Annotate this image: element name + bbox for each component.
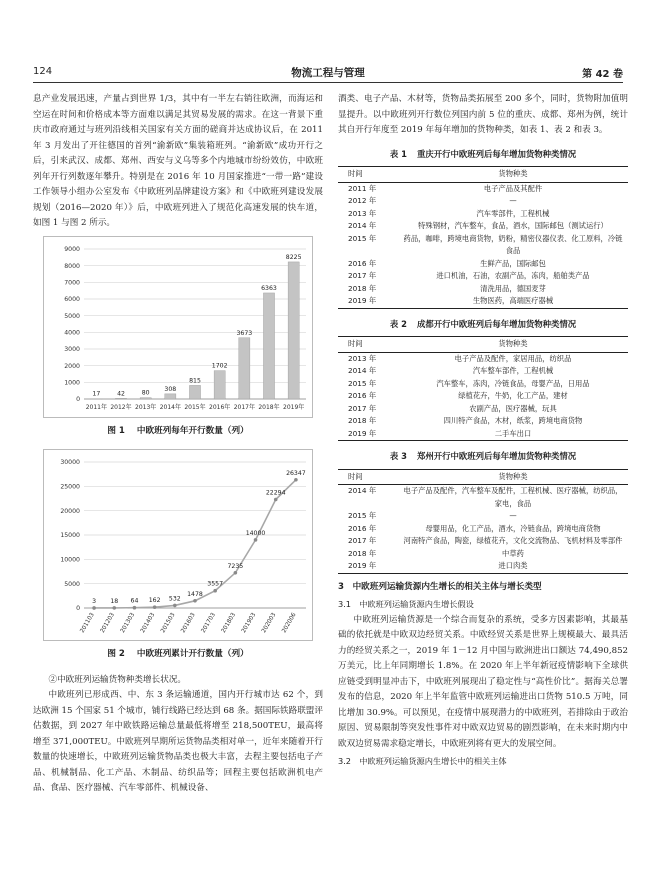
data-label: 64 <box>130 597 139 605</box>
y-tick-label: 1000 <box>64 379 80 387</box>
table-row <box>338 352 628 365</box>
data-label: 3673 <box>236 329 253 337</box>
table-row <box>338 510 628 523</box>
cell-year: 2017 年 <box>348 536 377 545</box>
y-tick-label: 6000 <box>64 295 80 303</box>
x-tick-label: 201803 <box>220 612 238 635</box>
cell-year: 2016 年 <box>348 391 377 400</box>
table-3-title: 郑州开行中欧班列后每年增加货物种类情况 <box>417 451 577 461</box>
cell-year: 2018 年 <box>348 416 377 425</box>
table-row <box>338 390 628 403</box>
y-tick-label: 4000 <box>64 329 80 337</box>
data-point <box>213 589 217 593</box>
table-row <box>338 258 628 271</box>
y-tick-label: 15000 <box>60 532 80 540</box>
data-label: 7235 <box>227 562 244 570</box>
subsection-heading: 3.2 中欧班列运输货源内生增长中的相关主体 <box>338 756 507 766</box>
cell-year: 2011 年 <box>348 183 377 193</box>
col-header-kind: 货物种类 <box>398 337 628 353</box>
cell-kind: 生鲜产品，国际邮包 <box>480 258 546 268</box>
data-point <box>92 606 96 610</box>
paragraph: 中欧班列运输货源是一个综合而复杂的系统，受多方因素影响，其最基础的依托就是中欧双边经贸关系。中欧经贸关系是世界上规模最大、最具活力的经贸关系之一，2019 年 1－12 月中国与欧洲进出口额达 74,490,852 万美元，比上年同期增长 1.8%。在 2020 年上半年新冠疫情影响下全球供应链受到明显冲击下，中欧班列展现出了稳定性与“高性价比”。据海关总署发布的信息，2020 年上半年监管中欧班列运输进出口货物 510.5 万吨，同比增加 30.9%。可以预见，在疫情中展现潜力的中欧班列，若排除由于政治原因、贸易限制等突发性事件对中欧双边贸易的剧烈影响，在未来时期内中欧双边贸易需求稳定增长，中欧班列将有更大的发展空间。 <box>338 614 628 749</box>
table-2-caption <box>338 317 628 333</box>
figure-2-title: 中欧班列累计开行数量（列） <box>136 649 249 659</box>
cell-year: 2019 年 <box>348 296 377 305</box>
data-label: 8225 <box>285 253 302 261</box>
table-row <box>338 378 628 391</box>
bar <box>263 292 274 398</box>
cell-year: 2016 年 <box>348 258 377 268</box>
cell-kind: 中草药 <box>502 548 524 558</box>
page-header <box>33 62 623 80</box>
header-rule <box>33 82 623 83</box>
data-point <box>294 478 298 482</box>
x-tick-label: 2014年 <box>159 403 181 411</box>
table-1-title: 重庆开行中欧班列后每年增加货物种类情况 <box>417 148 577 159</box>
cell-year: 2014 年 <box>348 221 377 230</box>
table-1-caption <box>338 147 628 163</box>
cell-year: 2019 年 <box>348 561 377 570</box>
table-2-title: 成都开行中欧班列后每年增加货物种类情况 <box>417 318 577 329</box>
cell-kind: 电子产品及配件，家居用品，纺织品 <box>454 353 572 363</box>
x-tick-label: 2016年 <box>209 403 231 411</box>
bar <box>214 370 225 398</box>
y-tick-label: 0 <box>76 605 80 613</box>
cell-kind: 二手车出口 <box>494 428 532 438</box>
x-tick-label: 2017年 <box>233 403 255 411</box>
paragraph: ②中欧班列运输货物种类增长状况。 <box>48 674 186 685</box>
paragraph: 息产业发展迅速，产量占到世界 1/3，其中有一半左右销往欧洲，而海运和空运在时间和价格成本等方面难以满足其贸易发展的需求。在这一背景下重庆市政府通过与班列沿线相关国家有关方面的磋商并达成协议后，在 2011 年 3 月发出了开往德国的首列“渝新欧”集装箱班列。“渝新欧”成功开行之后，引来武汉、成都、郑州、西安与义乌等多个内地城市纷纷效仿，中欧班列年开行列数逐年攀升。特别是在 2016 年 10 月国家推进“一带一路”建设工作领导小组办公室发布《中欧班列品牌建设方案》和《中欧班列建设发展规划（2016—2020 年）》后，中欧班列进入了规范化高速发展的快车道，如图 1 与图 2 所示。 <box>33 94 323 228</box>
table-row <box>338 523 628 536</box>
cell-kind: 特殊钢材，汽车整车，食品，酒水，国际邮包（测试运行） <box>418 221 608 230</box>
y-tick-label: 7000 <box>64 279 80 287</box>
cell-year: 2019 年 <box>348 428 377 438</box>
cell-kind: — <box>509 196 517 205</box>
figure-2-label: 图 2 <box>107 649 125 659</box>
x-tick-label: 201403 <box>140 612 157 635</box>
y-tick-label: 20000 <box>60 507 80 515</box>
cell-kind: 进口肉类 <box>498 561 528 570</box>
cell-kind: 汽车整车部件，工程机械 <box>472 366 554 375</box>
cell-year: 2015 年 <box>348 378 377 388</box>
cell-year: 2017 年 <box>348 271 377 280</box>
col-header-year: 时间 <box>338 469 398 485</box>
subsection-heading: 3.1 中欧班列运输货源内生增长假设 <box>338 599 474 609</box>
cell-year: 2013 年 <box>348 353 377 363</box>
x-tick-label: 2015年 <box>184 403 206 411</box>
cell-kind: 河南特产食品，陶瓷，绿植花卉，文化交流物品、飞机材料及零部件 <box>403 536 623 545</box>
col-header-kind: 货物种类 <box>398 469 628 485</box>
cell-kind: 汽车零部件，工程机械 <box>476 208 550 218</box>
data-label: 815 <box>189 376 201 384</box>
data-label: 17 <box>92 390 101 398</box>
volume-label: 第 42 卷 <box>582 69 623 80</box>
data-point <box>173 604 177 608</box>
cell-year: 2017 年 <box>348 403 377 413</box>
data-label: 308 <box>164 385 177 393</box>
cell-kind: 母婴用品，化工产品，酒水，冷链食品，跨境电商货物 <box>425 523 601 533</box>
cell-year: 2018 年 <box>348 283 377 293</box>
x-tick-label: 201303 <box>119 612 137 635</box>
data-point <box>112 606 116 610</box>
cell-year: 2018 年 <box>348 548 377 558</box>
cell-kind: 药品，咖啡，跨境电商货物，奶粉，精密仪器仪表、化工原料，冷链食品 <box>403 233 623 255</box>
page-number: 124 <box>33 66 53 77</box>
figure-1-label: 图 1 <box>107 425 125 436</box>
data-point <box>234 571 238 575</box>
x-tick-label: 201203 <box>99 612 117 635</box>
bar <box>115 398 126 399</box>
table-row <box>338 208 628 221</box>
cell-kind: 农副产品，医疗器械，玩具 <box>469 403 557 413</box>
cell-year: 2013 年 <box>348 208 377 218</box>
cell-kind: 四川特产食品，木材，纸浆，跨境电商货物 <box>443 416 583 425</box>
bar <box>91 398 102 399</box>
x-tick-label: 201703 <box>200 612 217 635</box>
y-tick-label: 30000 <box>60 459 80 467</box>
cell-kind: — <box>509 511 517 520</box>
table-1-label: 表 1 <box>389 148 407 159</box>
data-label: 3557 <box>207 580 224 588</box>
cell-kind: 生物医药，高端医疗器械 <box>472 296 554 305</box>
table-row <box>338 182 628 195</box>
table-row <box>338 195 628 208</box>
data-label: 532 <box>168 595 181 603</box>
cumulative-trains-line-chart <box>43 449 313 641</box>
x-tick-label: 2019年 <box>283 403 305 411</box>
cell-kind: 电子产品及配件，汽车整车及配件，工程机械、医疗器械，纺织品，家电，食品 <box>403 486 623 508</box>
table-row <box>338 365 628 378</box>
series-line <box>94 480 296 608</box>
y-tick-label: 8000 <box>64 262 80 270</box>
data-label: 1478 <box>187 590 203 598</box>
data-point <box>153 605 157 609</box>
data-label: 162 <box>148 597 161 605</box>
y-tick-label: 10000 <box>60 556 80 564</box>
y-tick-label: 0 <box>76 395 80 403</box>
data-label: 22294 <box>265 489 286 497</box>
x-tick-label: 201503 <box>160 612 177 635</box>
y-tick-label: 5000 <box>64 580 80 588</box>
table-3-label: 表 3 <box>389 451 407 461</box>
x-tick-label: 2011年 <box>85 403 107 411</box>
table-row <box>338 560 628 573</box>
data-label: 80 <box>141 389 150 397</box>
table-3-caption <box>338 449 628 465</box>
x-tick-label: 201903 <box>241 612 258 635</box>
cell-year: 2014 年 <box>348 366 377 375</box>
paragraph: 中欧班列已形成西、中、东 3 条运输通道，国内开行城市达 62 个，到达欧洲 15 个国家 51 个城市，铺行线路已经达到 68 条。据国际铁路联盟评估数据，到 2027 年中欧铁路运输总量最低将增至 218,500TEU，最高将增至 371,000TEU。中欧班列早期所运货物品类相对单一，近年来随着开行数量的快速增长，中欧班列运输货物品类也极大丰富，去程主要包括电子产品、机械制品、化工产品、木制品、纺织品等；回程主要包括欧洲机电产品、食品、医疗器械、汽车零部件、机械设备、 <box>33 690 323 793</box>
data-point <box>254 538 258 542</box>
table-row <box>338 428 628 441</box>
cell-kind: 电子产品及其配件 <box>483 183 543 193</box>
data-point <box>133 606 137 610</box>
bar <box>189 385 200 399</box>
table-row <box>338 270 628 283</box>
x-tick-label: 2013年 <box>135 403 157 411</box>
col-header-kind: 货物种类 <box>398 167 628 183</box>
x-tick-label: 202006 <box>281 612 298 635</box>
cell-year: 2015 年 <box>348 233 377 243</box>
x-tick-label: 201103 <box>79 612 96 635</box>
col-header-year: 时间 <box>338 167 398 183</box>
data-label: 14000 <box>245 529 266 537</box>
journal-title: 物流工程与管理 <box>291 67 365 79</box>
left-column <box>33 92 323 797</box>
x-tick-label: 202003 <box>261 612 278 635</box>
section-heading: 3 中欧班列运输货源内生增长的相关主体与增长类型 <box>338 581 542 592</box>
data-point <box>193 599 197 603</box>
data-label: 1702 <box>211 362 228 370</box>
col-header-year: 时间 <box>338 337 398 353</box>
cell-year: 2014 年 <box>348 486 377 495</box>
cell-year: 2016 年 <box>348 523 377 533</box>
cell-kind: 进口机油，石油，农副产品，冻肉，船舶类产品 <box>436 271 590 280</box>
figure-1-title: 中欧班列每年开行数量（列） <box>136 425 249 436</box>
y-tick-label: 5000 <box>64 312 80 320</box>
data-label: 26347 <box>286 469 306 477</box>
x-tick-label: 2012年 <box>110 403 132 411</box>
table-row <box>338 220 628 233</box>
table-2-label: 表 2 <box>389 318 407 329</box>
bar <box>140 397 151 398</box>
x-tick-label: 2018年 <box>258 403 280 411</box>
y-tick-label: 25000 <box>60 483 80 491</box>
data-label: 6363 <box>261 284 277 292</box>
cell-kind: 汽车整车，冻肉，冷链食品，母婴产品，日用品 <box>436 378 590 388</box>
data-label: 3 <box>92 597 97 605</box>
right-column <box>338 92 628 770</box>
table-row <box>338 415 628 428</box>
table-chongqing <box>338 166 628 309</box>
table-row <box>338 295 628 308</box>
cell-kind: 清洗用品，德国麦芽 <box>480 283 546 293</box>
bar <box>165 393 176 398</box>
table-zhengzhou <box>338 469 628 574</box>
table-row <box>338 283 628 296</box>
y-tick-label: 2000 <box>64 362 80 370</box>
table-row <box>338 403 628 416</box>
y-tick-label: 3000 <box>64 345 80 353</box>
figure-2-caption <box>33 647 323 663</box>
cell-year: 2012 年 <box>348 196 377 205</box>
bar <box>239 337 250 398</box>
bar <box>288 261 299 398</box>
table-row <box>338 548 628 561</box>
cell-year: 2015 年 <box>348 511 377 520</box>
table-row <box>338 535 628 548</box>
table-row <box>338 233 628 258</box>
data-point <box>274 498 278 502</box>
figure-1-caption <box>33 424 323 440</box>
x-tick-label: 201603 <box>180 612 197 635</box>
data-label: 42 <box>117 389 125 397</box>
table-chengdu <box>338 336 628 441</box>
annual-trains-bar-chart <box>43 236 313 418</box>
cell-kind: 绿植花卉，牛奶，化工产品，建材 <box>458 391 568 400</box>
paragraph: 酒类、电子产品、木材等，货物品类拓展至 200 多个，同时，货物附加值明显提升。以中欧班列开行数位列国内前 5 位的重庆、成都、郑州为例，统计其自开行年度至 2019 年每年增加的货物种类，如表 1、表 2 和表 3。 <box>338 94 628 135</box>
data-label: 18 <box>110 597 119 605</box>
y-tick-label: 9000 <box>64 245 80 253</box>
table-row <box>338 485 628 511</box>
